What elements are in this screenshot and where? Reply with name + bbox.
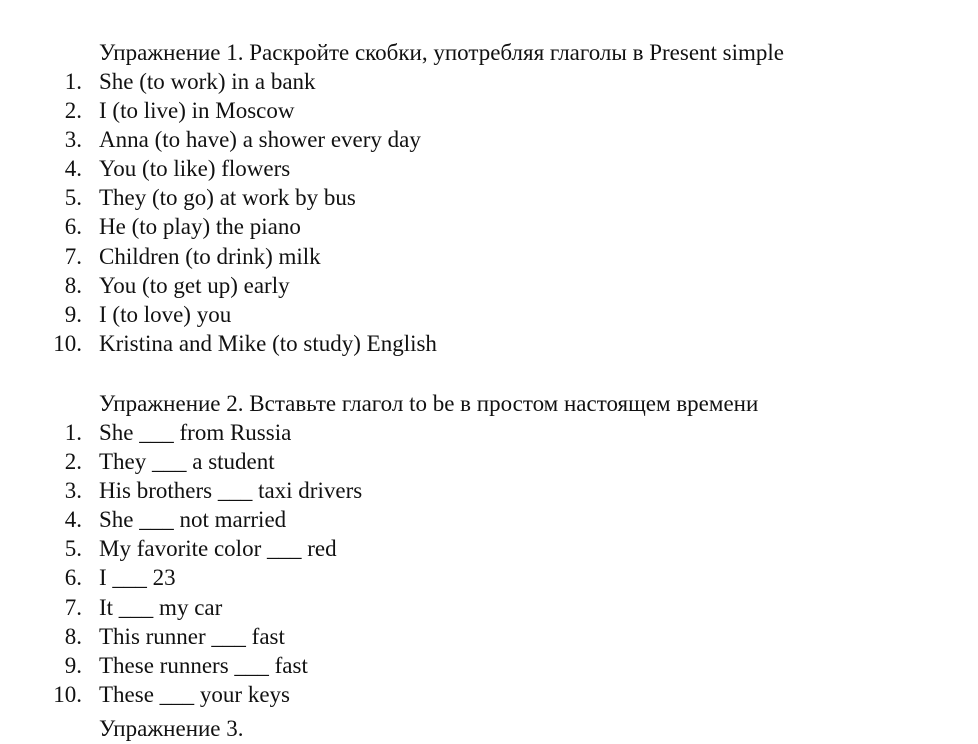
exercise-2-item [0,622,978,651]
item-text: He (to play) the piano [99,214,301,240]
item-number: 4. [64,156,82,182]
item-text: His brothers ___ taxi drivers [99,478,363,504]
item-number: 5. [64,185,82,211]
item-number: 4. [64,507,82,533]
exercise-1-item [0,67,978,96]
item-number: 7. [64,594,82,620]
exercise-1-title: Упражнение 1. Раскройте скобки, употребляя глаголы в Present simple [99,40,785,65]
item-text: Children (to drink) milk [99,243,321,269]
exercise-2-item [0,534,978,563]
exercise-1-item [0,154,978,183]
item-text: She ___ from Russia [99,420,292,445]
exercise-1-item [0,242,978,271]
exercise-2-list [0,418,978,709]
item-number: 7. [64,243,82,269]
item-number: 3. [64,127,82,153]
item-text: I (to live) in Moscow [99,98,295,124]
item-number: 6. [64,214,82,240]
item-text: My favorite color ___ red [99,536,337,562]
item-text: I ___ 23 [99,565,176,591]
item-text: She ___ not married [99,507,287,533]
exercise-2-title: Упражнение 2. Вставьте глагол to be в простом настоящем времени [99,391,759,416]
item-text: They ___ a student [99,449,275,475]
exercise-2-item [0,418,978,447]
item-text: You (to get up) early [99,272,290,298]
exercise-2-item [0,593,978,622]
item-number: 10. [53,681,82,707]
item-number: 8. [64,272,82,298]
exercise-2 [0,389,978,709]
exercise-2-item [0,476,978,505]
exercise-1 [0,38,978,358]
item-text: Kristina and Mike (to study) English [99,330,437,356]
exercise-1-item [0,300,978,329]
item-text: These runners ___ fast [99,652,308,678]
exercise-1-item [0,125,978,154]
item-text: It ___ my car [99,594,223,620]
item-text: They (to go) at work by bus [99,185,356,211]
item-number: 2. [64,449,82,475]
exercise-2-item [0,651,978,680]
exercise-1-item [0,212,978,241]
item-number: 9. [64,301,82,327]
item-number: 1. [64,420,82,445]
item-number: 8. [64,623,82,649]
exercise-3-title: Упражнение 3. [99,716,244,741]
exercise-1-item [0,271,978,300]
item-text: This runner ___ fast [99,623,285,649]
item-text: These ___ your keys [99,681,290,707]
item-number: 3. [64,478,82,504]
item-text: Anna (to have) a shower every day [99,127,421,153]
item-number: 10. [53,330,82,356]
item-number: 2. [64,98,82,124]
item-text: I (to love) you [99,301,232,327]
exercise-2-item [0,680,978,709]
item-number: 9. [64,652,82,678]
exercise-2-item [0,563,978,592]
exercise-2-item [0,447,978,476]
item-text: She (to work) in a bank [99,69,316,94]
exercise-1-list [0,67,978,358]
exercise-3-title-cutoff [99,716,244,744]
item-number: 5. [64,536,82,562]
exercise-1-item [0,96,978,125]
item-number: 6. [64,565,82,591]
item-text: You (to like) flowers [99,156,291,182]
exercise-1-item [0,329,978,358]
exercise-1-item [0,183,978,212]
item-number: 1. [64,69,82,94]
exercise-2-item [0,505,978,534]
